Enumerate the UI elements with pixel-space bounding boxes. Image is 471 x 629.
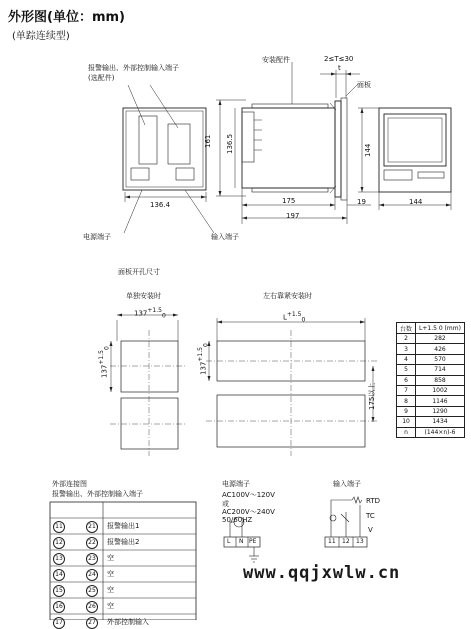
mounting-callout: 安装配件 [262, 56, 290, 64]
terminal-number: 16 [53, 601, 65, 613]
wiring-row [52, 521, 194, 533]
power-heading: 电源端子 [222, 480, 250, 488]
wiring-row-label: 空 [107, 570, 114, 578]
table-row: 10 1434 [397, 417, 465, 427]
input-tc: TC [366, 512, 375, 520]
rear-view-body [123, 108, 206, 190]
wiring-row-label: 空 [107, 602, 114, 610]
terminal-number: 17 [53, 617, 65, 629]
alarm-output-callout: 报警输出、外部控制输入端子 [88, 64, 179, 72]
wiring-row [52, 617, 194, 629]
panel-callout: 面板 [357, 81, 371, 89]
front-view-body [379, 108, 451, 192]
table-row: 2 282 [397, 334, 465, 344]
table-row: 3 426 [397, 344, 465, 354]
cutout-height-137: $137^{+1.5}_0$ [98, 346, 111, 378]
terminal-number: 22 [86, 537, 98, 549]
wiring-row [52, 569, 194, 581]
terminal-number: 27 [86, 617, 98, 629]
single-cutout-upper [121, 341, 178, 392]
table-row: 8 1146 [397, 396, 465, 406]
table-row: 4 570 [397, 354, 465, 364]
single-mount-title: 单独安装时 [126, 292, 161, 300]
dim-197: 197 [286, 212, 300, 220]
table-row: 5 714 [397, 365, 465, 375]
power-terminal-l: L [227, 538, 231, 545]
input-terminal-13: 13 [356, 538, 364, 545]
rear-terminal-block [139, 116, 157, 164]
cutout-height-137b: $137^{+1.5}_0$ [197, 343, 210, 375]
input-terminal-callout: 输入端子 [211, 233, 239, 241]
table-row: 9 1290 [397, 406, 465, 416]
terminal-number: 26 [86, 601, 98, 613]
optional-callout: (选配件) [88, 74, 115, 82]
table-row: 6 858 [397, 375, 465, 385]
terminal-number: 11 [53, 521, 65, 533]
terminal-number: 23 [86, 553, 98, 565]
pitch-table [396, 322, 465, 438]
power-line3: AC200V～240V [222, 508, 275, 516]
cutout-width-137: $137^{+1.5}_0$ [134, 307, 166, 320]
cutout-height-175: 175以上 [368, 382, 376, 410]
pitch-col-count: 台数 [397, 323, 416, 334]
wiring-row-label: 空 [107, 586, 114, 594]
wiring-row [52, 537, 194, 549]
wiring-row-label: 空 [107, 554, 114, 562]
wiring-row [52, 585, 194, 597]
pitch-col-length: L+1.5 0 (mm) [416, 323, 465, 334]
t-label: t [338, 64, 341, 72]
cutout-heading: 面板开孔尺寸 [118, 268, 160, 276]
dim-144-width: 144 [409, 198, 423, 206]
wiring-row [52, 553, 194, 565]
input-v: V [368, 526, 373, 534]
power-line4: 50/60HZ [222, 516, 253, 524]
single-cutout-lower [121, 398, 178, 449]
wiring-heading: 外部连接图 [52, 480, 87, 488]
wiring-row [52, 601, 194, 613]
wiring-row-label: 报警输出1 [107, 522, 140, 530]
input-heading: 输入端子 [333, 480, 361, 488]
watermark: www.qqjxwlw.cn [243, 563, 401, 583]
table-row: n (144×n)-6 [397, 427, 465, 437]
input-terminal-11: 11 [328, 538, 336, 545]
terminal-number: 21 [86, 521, 98, 533]
dim-136-4: 136.4 [150, 201, 171, 209]
dim-175: 175 [282, 197, 296, 205]
display-window [384, 114, 446, 166]
wiring-subheading: 报警输出、外部控制输入端子 [52, 490, 143, 498]
table-row: 7 1002 [397, 385, 465, 395]
side-mount-title: 左右靠紧安装时 [263, 292, 312, 300]
dim-19: 19 [357, 198, 366, 206]
panel-front [335, 101, 341, 197]
power-terminal-pe: PE [249, 538, 257, 545]
wiring-row-label: 外部控制输入 [107, 618, 149, 626]
dim-161: 161 [204, 134, 212, 148]
dim-136-5: 136.5 [226, 133, 234, 154]
thickness-callout: 2≤T≤30 [324, 55, 354, 63]
terminal-number: 15 [53, 585, 65, 597]
dim-144-height: 144 [364, 143, 372, 157]
power-terminal-n: N [239, 538, 244, 545]
terminal-number: 12 [53, 537, 65, 549]
power-line2: 或 [222, 500, 229, 508]
input-terminal-12: 12 [342, 538, 350, 545]
power-terminal-callout: 电源端子 [83, 233, 111, 241]
wiring-row-label: 报警输出2 [107, 538, 140, 546]
page-title: 外形图(单位：mm) [8, 10, 125, 25]
power-line1: AC100V～120V [222, 491, 275, 499]
page-subtitle: (单踪连续型) [12, 31, 70, 42]
terminal-number: 13 [53, 553, 65, 565]
input-rtd: RTD [366, 497, 381, 505]
cutout-length-l: $L^{+1.5}_0$ [283, 311, 306, 324]
terminal-number: 25 [86, 585, 98, 597]
terminal-number: 24 [86, 569, 98, 581]
terminal-number: 14 [53, 569, 65, 581]
